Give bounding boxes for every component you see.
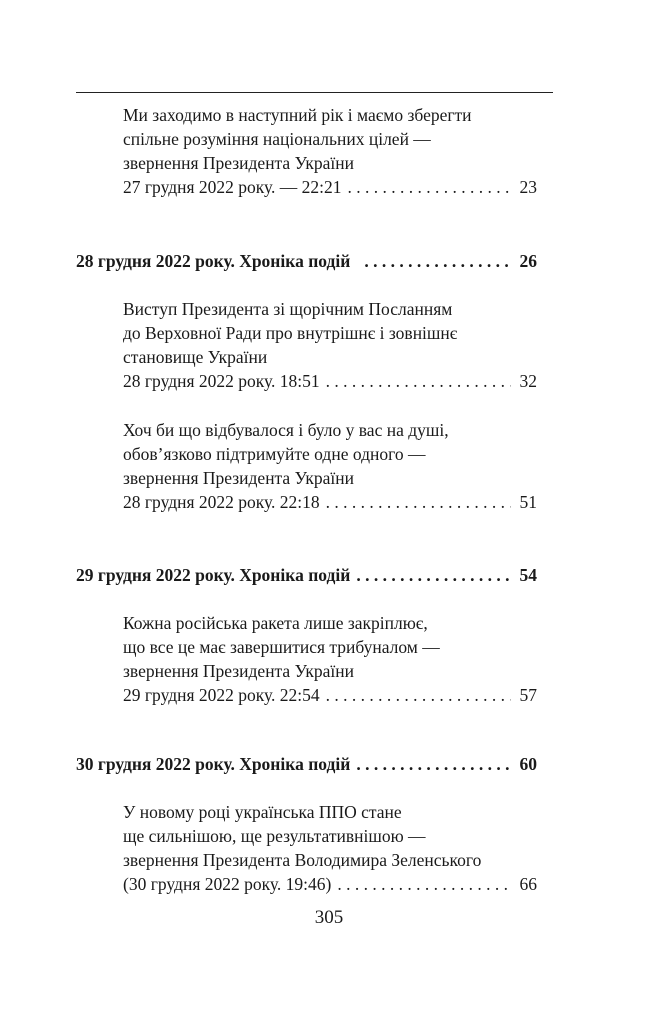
entry-date-line [123,369,537,393]
section-page-number: 26 [519,251,537,271]
toc-section [76,249,537,273]
dot-leader [326,369,511,393]
entry-title-line: що все це має завершитися трибуналом — [123,637,440,657]
dot-leader [337,872,511,896]
entry-title-line: звернення Президента України [123,153,355,173]
entry-title-line: звернення Президента України [123,468,355,488]
entry-date: 28 грудня 2022 року. 22:18 [123,492,320,512]
entry-title-line: звернення Президента Володимира Зеленського [123,850,482,870]
entry-title-line: Хоч би що відбувалося і було у вас на душі, [123,420,449,440]
section-line [76,752,537,776]
section-title: 29 грудня 2022 року. Хроніка подій [76,565,351,585]
entry-page-number: 32 [519,371,537,391]
section-line [76,563,537,587]
toc-entry [123,418,537,514]
section-page-number: 54 [519,565,537,585]
top-rule [76,92,553,93]
entry-title-line: обов’язково підтримуйте одне одного — [123,444,426,464]
entry-page-number: 66 [519,874,537,894]
entry-page-number: 23 [519,177,537,197]
toc-entry [123,103,537,199]
page-number: 305 [314,907,344,928]
toc-section [76,563,537,587]
toc-entry [123,611,537,707]
section-line [76,249,537,273]
dot-leader [348,175,511,199]
entry-date: 27 грудня 2022 року. — 22:21 [123,177,342,197]
section-title: 28 грудня 2022 року. Хроніка подій [76,251,351,271]
entry-title-line: спільне розуміння національних цілей — [123,129,431,149]
dot-leader [326,490,511,514]
dot-leader [356,752,511,776]
section-page-number: 60 [519,754,537,774]
entry-date-line [123,175,537,199]
entry-date-line [123,683,537,707]
section-title: 30 грудня 2022 року. Хроніка подій [76,754,351,774]
toc-entry [123,297,537,393]
dot-leader [326,683,511,707]
toc-entry [123,800,537,896]
entry-date-line [123,872,537,896]
entry-title-line: становище України [123,347,268,367]
entry-date: (30 грудня 2022 року. 19:46) [123,874,332,894]
entry-page-number: 57 [519,685,537,705]
dot-leader [356,563,511,587]
entry-title-line: звернення Президента України [123,661,355,681]
entry-title-line: до Верховної Ради про внутрішнє і зовнішнє [123,323,458,343]
dot-leader [364,249,511,273]
entry-title-line: Виступ Президента зі щорічним Посланням [123,299,453,319]
toc-section [76,752,537,776]
entry-title-line: ще сильнішою, ще результативнішою — [123,826,426,846]
entry-title-line: У новому році українська ППО стане [123,802,402,822]
entry-page-number: 51 [519,492,537,512]
entry-date: 28 грудня 2022 року. 18:51 [123,371,320,391]
entry-title-line: Ми заходимо в наступний рік і маємо зберегти [123,105,472,125]
entry-title-line: Кожна російська ракета лише закріплює, [123,613,428,633]
entry-date-line [123,490,537,514]
entry-date: 29 грудня 2022 року. 22:54 [123,685,320,705]
